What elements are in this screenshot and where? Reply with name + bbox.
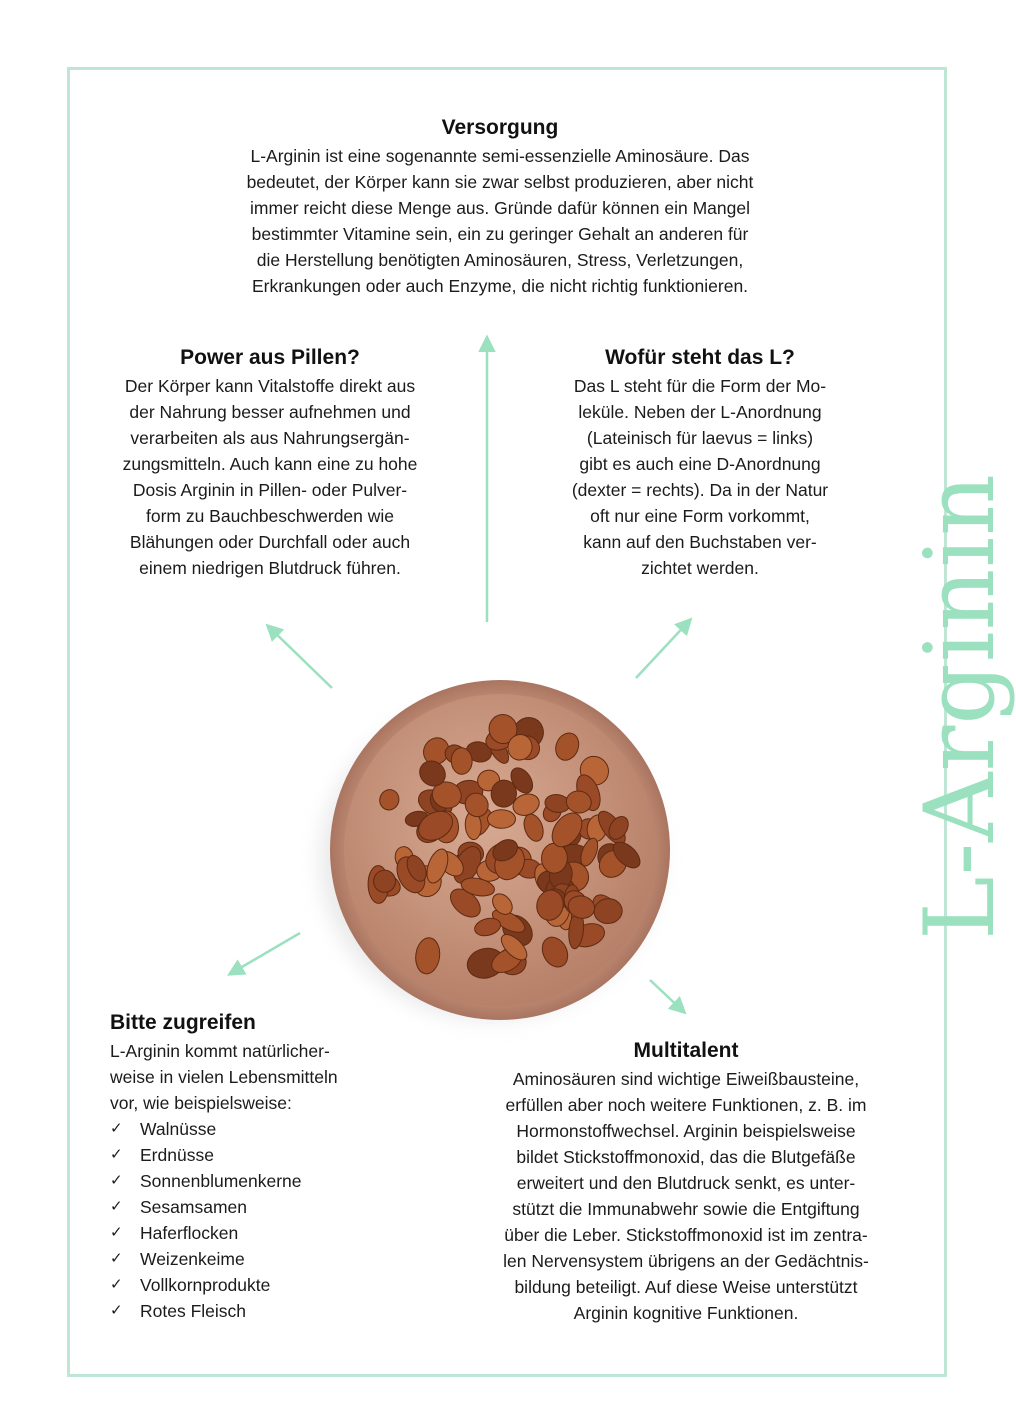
text-line: form zu Bauchbeschwerden wie	[145, 506, 395, 526]
text-line: einem niedrigen Blutdruck führen.	[139, 558, 401, 578]
check-icon: ✓	[110, 1224, 123, 1241]
food-list	[110, 1116, 390, 1324]
walnut-piece	[451, 747, 473, 774]
list-item	[110, 1272, 390, 1298]
text-line: bestimmter Vitamine sein, ein zu geringer Gehalt an anderen für	[251, 224, 749, 244]
section-bitte-zugreifen	[110, 1010, 390, 1324]
text-line: kann auf den Buchstaben ver-	[583, 532, 817, 552]
check-icon: ✓	[110, 1198, 123, 1215]
text-line: stützt die Immunabwehr sowie die Entgiftung	[512, 1199, 860, 1219]
list-item-label: Sesamsamen	[140, 1197, 247, 1217]
list-item-label: Weizenkeime	[140, 1249, 245, 1269]
vertical-title: L-Arginin	[904, 473, 1016, 940]
list-item-label: Vollkornprodukte	[140, 1275, 271, 1295]
text-line: zichtet werden.	[641, 558, 759, 578]
section-title: Wofür steht das L?	[605, 346, 795, 369]
check-icon: ✓	[110, 1172, 123, 1189]
text-line: oft nur eine Form vorkommt,	[590, 506, 810, 526]
section-title: Bitte zugreifen	[110, 1011, 256, 1034]
section-versorgung	[215, 115, 785, 299]
text-line: Dosis Arginin in Pillen- oder Pulver-	[132, 480, 408, 500]
text-line: Aminosäuren sind wichtige Eiweißbausteine,	[512, 1069, 860, 1089]
walnut-bowl-image	[320, 670, 680, 1030]
text-line: L-Arginin kommt natürlicher-	[110, 1041, 330, 1061]
section-wofuer-steht-das-l	[540, 345, 860, 581]
text-line: der Nahrung besser aufnehmen und	[129, 402, 411, 422]
list-item	[110, 1168, 390, 1194]
text-line: L-Arginin ist eine sogenannte semi-essenzielle Aminosäure. Das	[250, 146, 750, 166]
list-item	[110, 1194, 390, 1220]
text-line: gibt es auch eine D-Anordnung	[579, 454, 821, 474]
text-line: weise in vielen Lebensmitteln	[110, 1067, 338, 1087]
text-line: leküle. Neben der L-Anordnung	[578, 402, 822, 422]
list-item-label: Sonnenblumenkerne	[140, 1171, 302, 1191]
text-line: Blähungen oder Durchfall oder auch	[129, 532, 411, 552]
text-line: verarbeiten als aus Nahrungsergän-	[130, 428, 410, 448]
list-item-label: Haferflocken	[140, 1223, 239, 1243]
section-multitalent	[470, 1038, 902, 1326]
check-icon: ✓	[110, 1250, 123, 1267]
text-line: über die Leber. Stickstoffmonoxid ist im zentra-	[504, 1225, 868, 1245]
list-item-label: Erdnüsse	[140, 1145, 214, 1165]
list-item	[110, 1142, 390, 1168]
check-icon: ✓	[110, 1146, 123, 1163]
section-title: Versorgung	[441, 116, 559, 139]
check-icon: ✓	[110, 1120, 123, 1137]
text-line: immer reicht diese Menge aus. Gründe dafür können ein Mangel	[250, 198, 750, 218]
walnut-piece	[541, 843, 568, 874]
text-line: Der Körper kann Vitalstoffe direkt aus	[124, 376, 416, 396]
text-line: bedeutet, der Körper kann sie zwar selbst produzieren, aber nicht	[246, 172, 754, 192]
text-line: Erkrankungen oder auch Enzyme, die nicht richtig funktionieren.	[251, 276, 749, 296]
text-line: bildet Stickstoffmonoxid, das die Blutgefäße	[516, 1147, 856, 1167]
text-line: (dexter = rechts). Da in der Natur	[571, 480, 829, 500]
text-line: Das L steht für die Form der Mo-	[573, 376, 827, 396]
text-line: (Lateinisch für laevus = links)	[586, 428, 814, 448]
text-line: erweitert und den Blutdruck senkt, es unter-	[516, 1173, 856, 1193]
text-line: Arginin kognitive Funktionen.	[573, 1303, 799, 1323]
section-power-aus-pillen	[100, 345, 440, 581]
text-line: len Nervensystem übrigens an der Gedächtnis-	[503, 1251, 869, 1271]
section-title: Power aus Pillen?	[180, 346, 360, 369]
text-line: Hormonstoffwechsel. Arginin beispielsweise	[516, 1121, 856, 1141]
check-icon: ✓	[110, 1276, 123, 1293]
text-line: die Herstellung benötigten Aminosäuren, Stress, Verletzungen,	[256, 250, 744, 270]
list-item	[110, 1116, 390, 1142]
list-item	[110, 1298, 390, 1324]
list-item	[110, 1246, 390, 1272]
list-item	[110, 1220, 390, 1246]
walnut-piece	[488, 810, 516, 829]
list-item-label: Walnüsse	[140, 1119, 217, 1139]
check-icon: ✓	[110, 1302, 123, 1319]
text-line: erfüllen aber noch weitere Funktionen, z. B. im	[505, 1095, 867, 1115]
section-title: Multitalent	[633, 1039, 739, 1062]
list-item-label: Rotes Fleisch	[140, 1301, 247, 1321]
text-line: vor, wie beispielsweise:	[110, 1093, 292, 1113]
text-line: zungsmitteln. Auch kann eine zu hohe	[122, 454, 418, 474]
text-line: bildung beteiligt. Auf diese Weise unterstützt	[514, 1277, 858, 1297]
